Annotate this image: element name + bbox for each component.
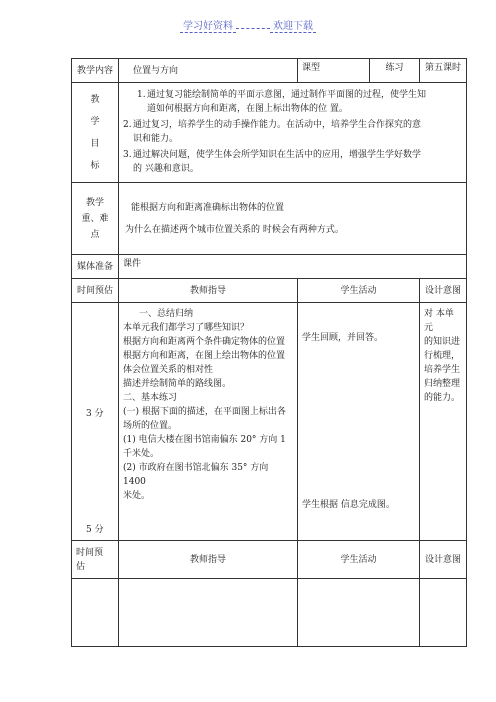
goal-item: 1.通过复习能绘制简单的平面示意图，通过制作平面图的过程，使学生知 道如何根据方向和距离，在图上标出物体的位 置。 <box>137 89 427 114</box>
footer-col-teacher: 教师指导 <box>119 541 298 579</box>
type-value: 练习 <box>370 59 420 83</box>
keypoints-row <box>72 183 467 255</box>
keypoints-label: 教学 重、难 点 <box>72 183 119 255</box>
empty-row <box>72 579 467 647</box>
teacher-guidance: 一、总结归纳 本单元我们都学习了哪些知识？ 根据方向和距离两个条件确定物体的位置 根据方向和距离，在图上绘出物体的位置 体会位置关系的相对性 描述并绘制简单的路线图。 二、基本练习 (一) 根据下面的描述，在平面图上标出各 场所的位置。 (1) 电信大楼在图书馆南偏东 20° 方向 1 千米处。 (2) 市政府在图书馆北偏东 35° 方向 1400 米处。 <box>119 303 298 541</box>
period-value: 第五课时 <box>420 59 467 83</box>
goals-label: 教 学 目 标 <box>72 83 119 183</box>
key-point-text: 能根据方向和距离准确标出物体的位置 <box>131 202 285 213</box>
media-label: 媒体准备 <box>72 255 119 279</box>
activity-row <box>72 303 467 541</box>
col-intent: 设计意图 <box>420 279 467 303</box>
header-right-text: 欢迎下载 <box>270 17 316 33</box>
footer-header-row <box>72 541 467 579</box>
time-estimate-1: 3 分 <box>86 409 104 419</box>
goal-item: 2.通过复习，培养学生的动手操作能力。在活动中，培养学生合作探究的意 识和能力。 <box>123 119 422 144</box>
keypoints-content <box>119 183 467 255</box>
page-header <box>0 17 496 33</box>
design-intent: 对 本单元 的知识进 行梳理， 培养学生 归纳整理 的能力。 <box>420 303 467 541</box>
media-row <box>72 255 467 279</box>
goal-item: 3.通过解决问题，使学生体会所学知识在生活中的应用，增强学生学好数学 的 兴趣和意识。 <box>123 149 422 174</box>
footer-col-student: 学生活动 <box>298 541 420 579</box>
student-activity-1: 学生回顾，并回答。 <box>302 333 384 343</box>
footer-col-time: 时间预 估 <box>72 541 119 579</box>
header-left-text: 学习好资料 <box>180 17 236 33</box>
type-label: 课型 <box>298 59 370 83</box>
student-activity-2: 学生根据 信息完成图。 <box>302 500 395 510</box>
content-label: 教学内容 <box>72 59 119 83</box>
difficulty-text: 为什么在描述两个城市位置关系的 时候会有两种方式。 <box>125 224 344 235</box>
col-time: 时间预估 <box>72 279 119 303</box>
column-header-row <box>72 279 467 303</box>
student-activity <box>298 303 420 541</box>
media-value: 课件 <box>119 255 467 279</box>
time-estimates <box>72 303 119 541</box>
footer-col-intent: 设计意图 <box>420 541 467 579</box>
goals-content <box>119 83 467 183</box>
col-student: 学生活动 <box>298 279 420 303</box>
time-estimate-2: 5 分 <box>86 525 104 535</box>
goals-row <box>72 83 467 183</box>
lesson-plan-table <box>71 58 467 647</box>
col-teacher: 教师指导 <box>119 279 298 303</box>
content-row <box>72 59 467 83</box>
content-topic: 位置与方向 <box>119 59 298 83</box>
